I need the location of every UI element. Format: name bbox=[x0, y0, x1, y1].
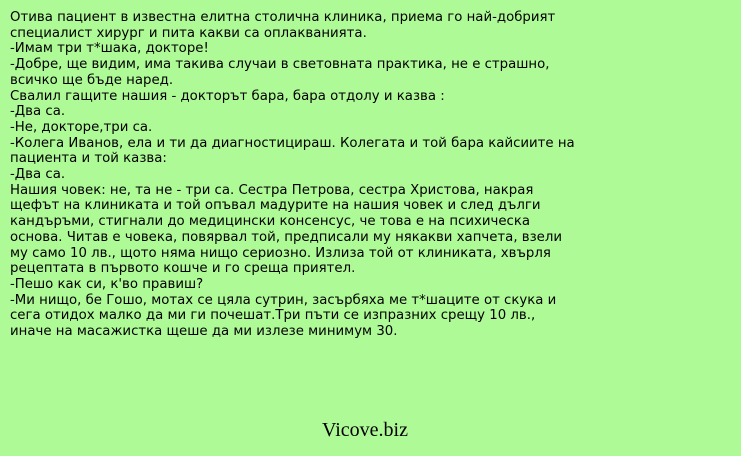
joke-line: кандъръми, стигнали до медицински консенсус, че това е на психическа bbox=[10, 214, 531, 230]
site-brand: Vicove.biz bbox=[322, 419, 408, 441]
joke-line: Отива пациент в известна елитна столична клиника, приема го най-добрият bbox=[10, 10, 556, 25]
joke-text bbox=[10, 10, 735, 340]
joke-line: сега отидох малко да ми ги почешат.Три пъти се изпразних срещу 10 лв., bbox=[10, 308, 536, 324]
joke-line: -Колега Иванов, ела и ти да диагностицираш. Колегата и той бара кайсиите на bbox=[10, 135, 575, 151]
joke-line: иначе на масажистка щеше да ми излезе минимум 30. bbox=[10, 324, 398, 340]
joke-line: -Не, докторе,три са. bbox=[10, 119, 153, 135]
joke-line: -Два са. bbox=[10, 104, 66, 120]
joke-line: -Пешо как си, к'во правиш? bbox=[10, 276, 204, 292]
joke-line: -Добре, ще видим, има такива случаи в световната практика, не е страшно, bbox=[10, 57, 550, 73]
joke-line: специалист хирург и пита какви са оплакванията. bbox=[10, 25, 367, 41]
joke-line: -Два са. bbox=[10, 167, 66, 183]
joke-line: основа. Читав е човека, повярвал той, предписали му някакви хапчета, взели bbox=[10, 229, 562, 245]
joke-line: му само 10 лв., щото няма нищо сериозно. Излиза той от клиниката, хвърля bbox=[10, 245, 551, 261]
joke-line: всичко ще бъде наред. bbox=[10, 72, 174, 88]
joke-line: -Имам три т*шака, докторе! bbox=[10, 41, 209, 57]
joke-line: пациента и той казва: bbox=[10, 151, 167, 167]
joke-line: щефът на клиниката и той опъвал мадурите на нашия човек и след дълги bbox=[10, 198, 541, 214]
joke-line: рецептата в първото кошче и го среща приятел. bbox=[10, 261, 356, 277]
joke-line: Свалил гащите нашия - докторът бара, бара отдолу и казва : bbox=[10, 88, 445, 104]
joke-line: Нашия човек: не, та не - три са. Сестра Петрова, сестра Христова, накрая bbox=[10, 182, 534, 198]
joke-line: -Ми нищо, бе Гошо, мотах се цяла сутрин, засърбяха ме т*шаците от скука и bbox=[10, 292, 557, 308]
